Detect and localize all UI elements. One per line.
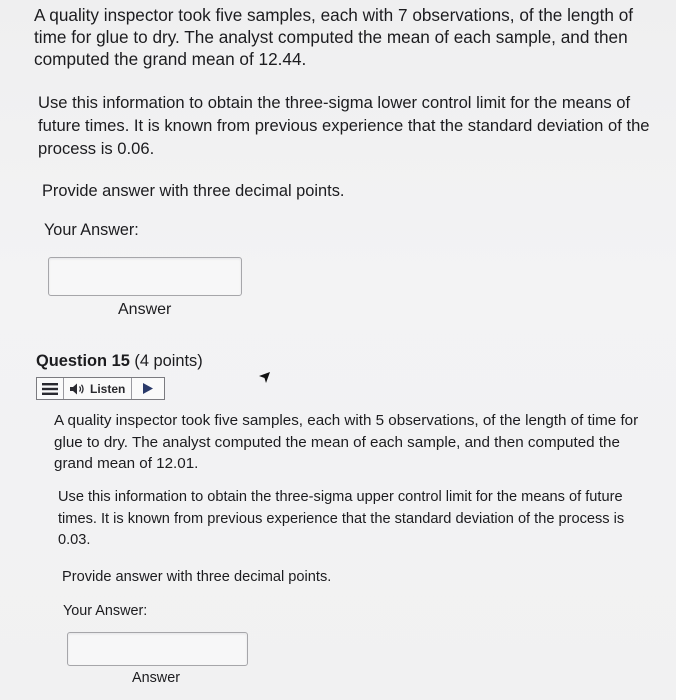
question-instruction-text: Provide answer with three decimal points. — [62, 569, 332, 585]
question-intro-text: A quality inspector took five samples, each with 5 observations, of the length of time for glue to dry. The analyst computed the mean of each sample, and then computed the grand mean of 12.01. — [54, 412, 639, 472]
question-title — [36, 352, 203, 371]
mouse-cursor-icon — [258, 370, 272, 384]
question-number: Question 15 — [36, 352, 130, 370]
question-instruction-text: Provide answer with three decimal points. — [42, 182, 345, 200]
answer-input[interactable] — [67, 632, 248, 666]
answer-button[interactable]: Answer — [118, 301, 172, 318]
play-icon — [143, 383, 153, 394]
answer-input[interactable] — [48, 257, 242, 296]
question-prompt-text: Use this information to obtain the three-sigma upper control limit for the means of future times. It is known from previous experience that the standard deviation of the process is 0.03. — [58, 489, 625, 548]
your-answer-label: Your Answer: — [44, 221, 139, 239]
listen-toolbar — [36, 377, 165, 400]
menu-icon — [42, 383, 58, 395]
question-points: (4 points) — [134, 352, 203, 370]
question-intro-text: A quality inspector took five samples, each with 7 observations, of the length of time for glue to dry. The analyst computed the mean of each sample, and then computed the grand mean of 12.44. — [34, 5, 634, 69]
listen-button[interactable] — [64, 378, 132, 399]
your-answer-label: Your Answer: — [63, 603, 148, 619]
listen-label: Listen — [90, 381, 126, 396]
play-button[interactable] — [132, 383, 164, 394]
listen-menu-button[interactable] — [37, 378, 64, 399]
speaker-icon — [70, 383, 86, 395]
answer-button[interactable]: Answer — [132, 670, 180, 686]
question-prompt-text: Use this information to obtain the three-sigma lower control limit for the means of future times. It is known from previous experience that the standard deviation of the process is 0.06. — [38, 93, 650, 158]
